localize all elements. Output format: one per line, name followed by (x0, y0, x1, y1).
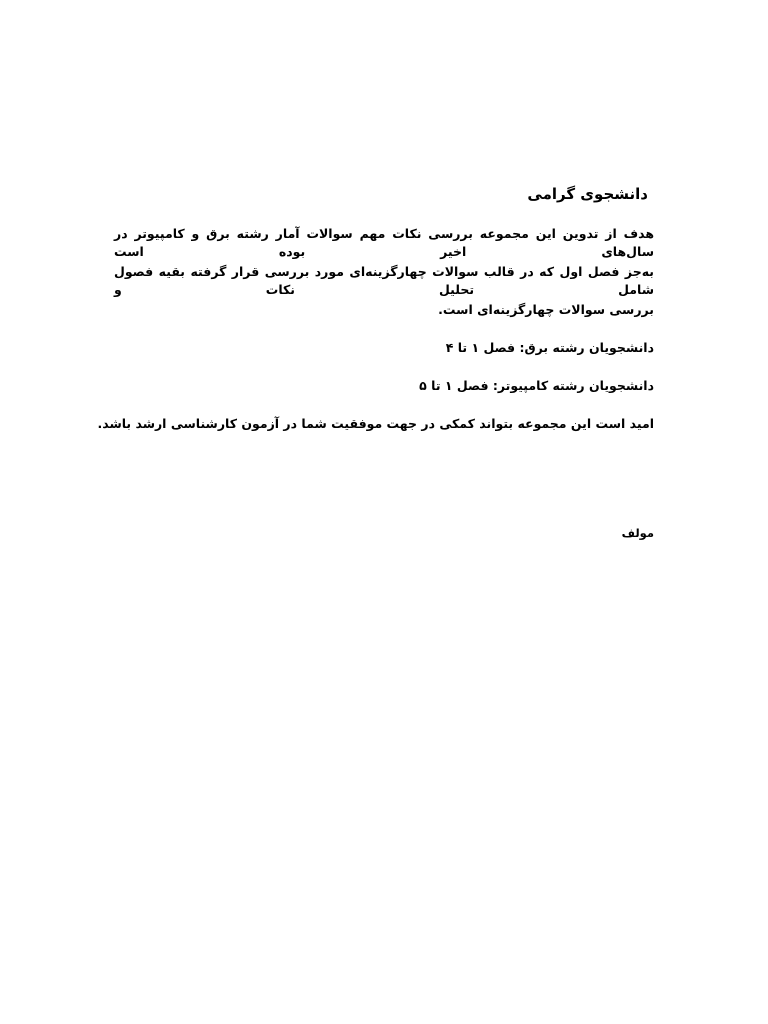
document-title: دانشجوی گرامی (527, 185, 648, 203)
author-label: مولف (621, 526, 654, 540)
intro-line-3: بررسی سوالات چهارگزینه‌ای است. (438, 302, 654, 317)
electrical-students-chapters: دانشجویان رشته برق: فصل ۱ تا ۴ (445, 340, 654, 355)
intro-line-1: هدف از تدوین این مجموعه بررسی نکات مهم سوالات آمار رشته برق و کامپیوتر در سال‌های اخیر بوده است (114, 226, 654, 259)
closing-sentence: امید است این مجموعه بتواند کمکی در جهت موفقیت شما در آزمون کارشناسی ارشد باشد. (97, 416, 654, 431)
intro-line-2: به‌جز فصل اول که در قالب سوالات چهارگزینه‌ای مورد بررسی قرار گرفته بقیه فصول شامل تحلیل نکات و (114, 264, 654, 297)
computer-students-chapters: دانشجویان رشته کامپیوتر: فصل ۱ تا ۵ (419, 378, 654, 393)
